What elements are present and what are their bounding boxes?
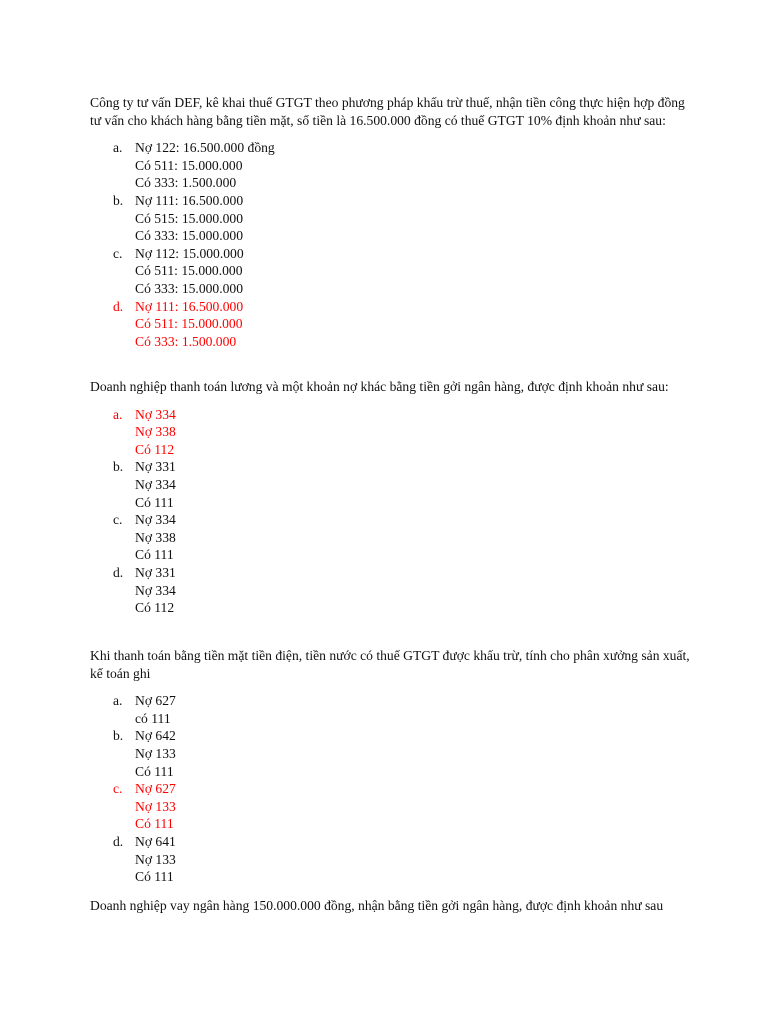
option-b: [90, 727, 690, 780]
option-b: [90, 192, 690, 245]
option-line: Có 515: 15.000.000: [135, 210, 243, 226]
option-line: Có 333: 15.000.000: [135, 228, 243, 244]
option-line: Nợ 133: [135, 745, 176, 761]
option-letter: a.: [113, 140, 123, 156]
option-letter: b.: [113, 192, 124, 208]
option-letter: b.: [113, 459, 124, 475]
option-d: [90, 833, 690, 886]
option-line: Nợ 627: [135, 781, 176, 797]
option-line: Nợ 133: [135, 851, 176, 867]
option-letter: d.: [113, 833, 124, 849]
option-line: Nợ 331: [135, 459, 176, 475]
option-line: Nợ 641: [135, 833, 176, 849]
option-line: Có 333: 1.500.000: [135, 333, 237, 349]
answer-options: [90, 692, 690, 886]
question-4: [90, 897, 690, 915]
option-line: Có 511: 15.000.000: [135, 157, 243, 173]
option-d-correct-answer: [90, 298, 690, 351]
option-a: [90, 692, 690, 727]
option-line: Nợ 642: [135, 728, 176, 744]
option-c: [90, 245, 690, 298]
option-line: Nợ 334: [135, 582, 176, 598]
option-a-correct-answer: [90, 406, 690, 459]
option-line: Có 112: [135, 600, 175, 616]
option-letter: d.: [113, 564, 124, 580]
option-line: Nợ 122: 16.500.000 đồng: [135, 140, 275, 156]
question-2: [90, 378, 690, 617]
option-line: Có 333: 15.000.000: [135, 280, 243, 296]
question-1: [90, 94, 690, 350]
option-line: Nợ 331: [135, 564, 176, 580]
option-letter: b.: [113, 728, 124, 744]
option-line: Nợ 627: [135, 693, 176, 709]
answer-options: [90, 139, 690, 350]
option-line: Nợ 338: [135, 424, 176, 440]
option-line: Có 111: [135, 547, 174, 563]
question-text: Doanh nghiệp vay ngân hàng 150.000.000 đồng, nhận bằng tiền gởi ngân hàng, được định khoản như sau: [90, 898, 664, 913]
option-a: [90, 139, 690, 192]
option-line: Có 111: [135, 494, 174, 510]
option-c: [90, 511, 690, 564]
option-letter: c.: [113, 781, 123, 797]
answer-options: [90, 406, 690, 617]
option-line: Có 112: [135, 441, 175, 457]
option-line: Nợ 133: [135, 798, 176, 814]
option-letter: a.: [113, 406, 123, 422]
option-line: Nợ 334: [135, 512, 176, 528]
option-d: [90, 564, 690, 617]
option-line: Nợ 338: [135, 529, 176, 545]
option-letter: c.: [113, 245, 123, 261]
option-line: Nợ 334: [135, 406, 176, 422]
option-letter: a.: [113, 693, 123, 709]
option-letter: c.: [113, 512, 123, 528]
option-line: Có 511: 15.000.000: [135, 263, 243, 279]
option-line: Nợ 111: 16.500.000: [135, 298, 244, 314]
option-line: Nợ 111: 16.500.000: [135, 192, 244, 208]
option-line: Có 511: 15.000.000: [135, 316, 243, 332]
option-line: Có 111: [135, 869, 174, 885]
option-b: [90, 458, 690, 511]
question-text: Khi thanh toán bằng tiền mặt tiền điện, tiền nước có thuế GTGT được khấu trừ, tính cho phân xưởng sản xuất, kế toán ghi: [90, 648, 690, 681]
option-line: Có 333: 1.500.000: [135, 175, 237, 191]
option-line: có 111: [135, 710, 171, 726]
question-text: Công ty tư vấn DEF, kê khai thuế GTGT theo phương pháp khấu trừ thuế, nhận tiền công thực hiện hợp đồng tư vấn cho khách hàng bằng tiền mặt, số tiền là 16.500.000 đồng có thuế GTGT 10% định khoản như sau:: [90, 95, 685, 128]
option-line: Nợ 334: [135, 476, 176, 492]
question-text: Doanh nghiệp thanh toán lương và một khoản nợ khác bằng tiền gởi ngân hàng, được định khoản như sau:: [90, 379, 669, 394]
question-3: [90, 647, 690, 886]
option-line: Có 111: [135, 763, 174, 779]
option-c-correct-answer: [90, 780, 690, 833]
option-letter: d.: [113, 298, 124, 314]
option-line: Nợ 112: 15.000.000: [135, 245, 244, 261]
option-line: Có 111: [135, 816, 174, 832]
